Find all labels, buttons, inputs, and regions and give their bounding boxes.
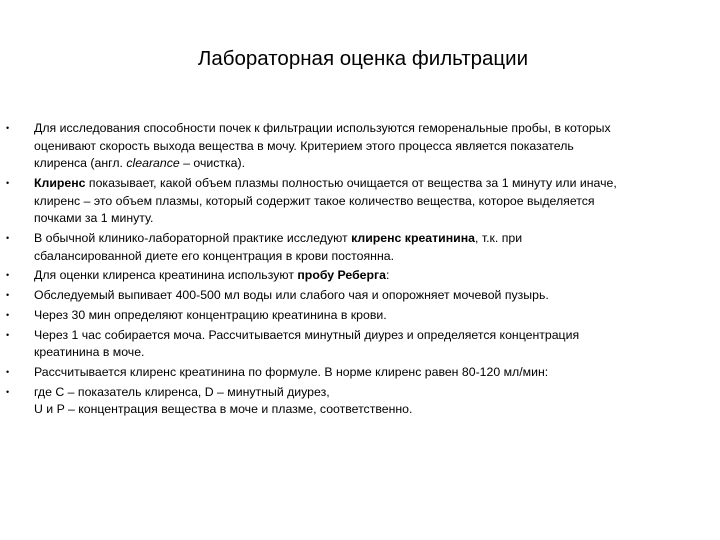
text-run: клиренс – это объем плазмы, который содержит такое количество вещества, которое выделяется: [34, 193, 595, 208]
list-item: [0, 267, 720, 285]
text-line: [34, 248, 706, 266]
text-run: оценивают скорость выхода вещества в мочу. Критерием этого процесса является показатель: [34, 138, 574, 153]
text-run: клиренса (англ.: [34, 156, 127, 171]
list-item: [0, 364, 720, 382]
text-run: Через 1 час собирается моча. Рассчитывается минутный диурез и определяется концентрация: [34, 327, 580, 342]
text-run: Через 30 мин определяют концентрацию креатинина в крови.: [34, 307, 387, 322]
list-item: [0, 287, 720, 305]
bullet-icon: •: [6, 270, 10, 281]
text-line: [34, 384, 706, 402]
list-item: [0, 327, 720, 362]
text-run: показывает, какой объем плазмы полностью очищается от вещества за 1 минуту или иначе,: [85, 175, 617, 190]
text-run: креатинина в моче.: [34, 345, 145, 360]
bullet-icon: •: [6, 309, 10, 320]
bullet-icon: •: [6, 367, 10, 378]
text-line: [34, 155, 706, 173]
text-line: [34, 344, 706, 362]
bullet-list: [0, 120, 720, 421]
text-line: [34, 307, 706, 325]
bold-term: Клиренс: [34, 175, 86, 190]
text-run: U и P – концентрация вещества в моче и плазме, соответственно.: [34, 402, 413, 417]
text-line: [34, 401, 706, 419]
text-run: , т.к. при: [474, 230, 523, 245]
bullet-icon: •: [6, 232, 10, 243]
text-line: [34, 287, 706, 305]
text-line: [34, 327, 706, 345]
text-run: Для исследования способности почек к фильтрации используются геморенальные пробы, в которых: [34, 121, 611, 135]
text-line: [34, 230, 706, 248]
list-item: [0, 175, 720, 228]
text-line: [34, 175, 706, 193]
text-run: – очистка).: [179, 156, 246, 171]
bullet-icon: •: [6, 177, 10, 188]
list-item: [0, 230, 720, 265]
bullet-icon: •: [6, 386, 10, 397]
page-title: Лабораторная оценка фильтрации: [197, 47, 529, 70]
bold-term: пробу Реберга: [297, 268, 386, 283]
text-line: [34, 364, 706, 382]
text-run: В обычной клинико-лабораторной практике исследуют: [34, 230, 352, 245]
text-run: сбалансированной диете его концентрация в крови постоянна.: [34, 248, 395, 263]
text-line: [34, 193, 706, 211]
text-run: почками за 1 минуту.: [34, 211, 154, 226]
text-line: [34, 138, 706, 156]
list-item: [0, 384, 720, 419]
bullet-icon: •: [6, 329, 10, 340]
list-item: [0, 120, 720, 173]
bold-term: клиренс креатинина: [351, 230, 475, 245]
text-line: [34, 267, 706, 285]
bullet-icon: •: [6, 290, 10, 301]
text-line: [34, 120, 706, 138]
list-item: [0, 307, 720, 325]
italic-term: clearance: [126, 156, 180, 171]
text-run: :: [386, 268, 390, 283]
text-run: Обследуемый выпивает 400-500 мл воды или слабого чая и опорожняет мочевой пузырь.: [34, 288, 549, 303]
text-line: [34, 210, 706, 228]
text-run: Рассчитывается клиренс креатинина по формуле. В норме клиренс равен 80-120 мл/мин:: [34, 365, 549, 380]
text-run: Для оценки клиренса креатинина используют: [34, 268, 298, 283]
text-run: где С – показатель клиренса, D – минутный диурез,: [34, 384, 330, 399]
bullet-icon: •: [6, 123, 10, 133]
